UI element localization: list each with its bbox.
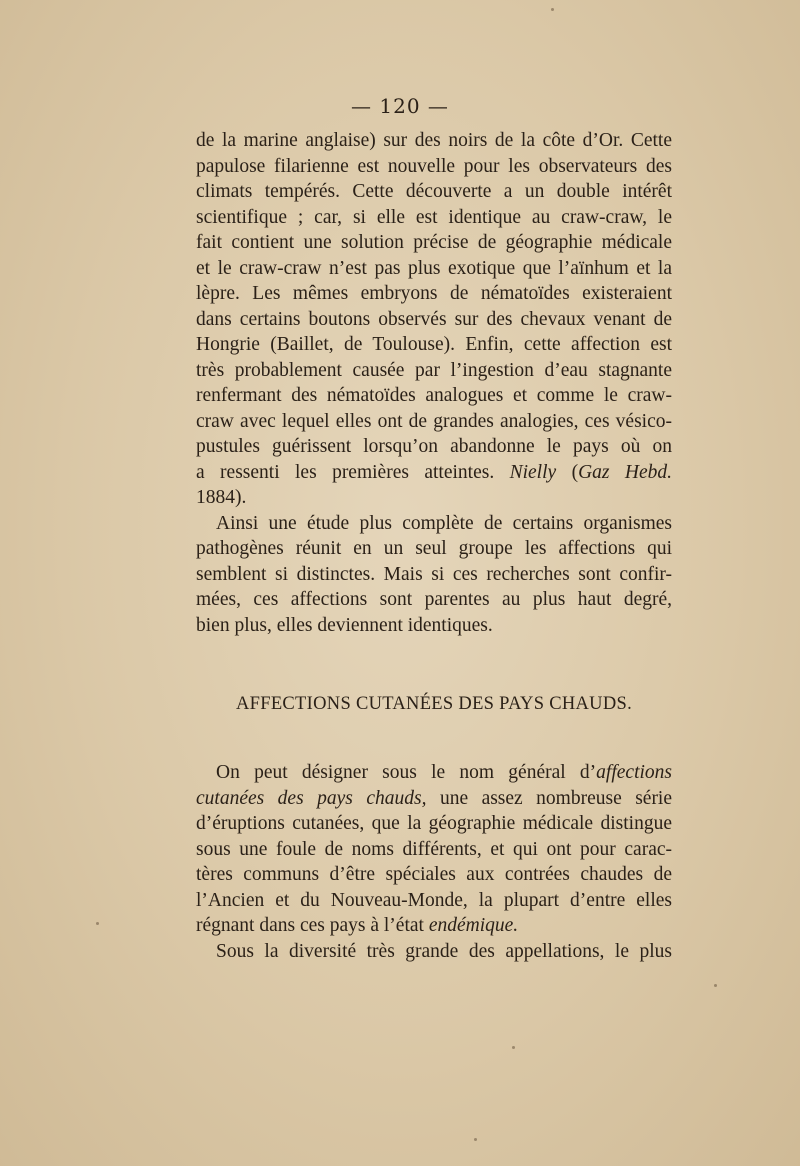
text-line: l’Ancien et du Nouveau-Monde, la plupart d’entre elles: [196, 889, 672, 911]
text-run: régnant dans ces pays à l’état: [196, 915, 429, 936]
paper-speck: [714, 984, 717, 987]
text-line: [196, 786, 672, 812]
text-line: Ainsi une étude plus complète de certains organismes: [216, 512, 672, 534]
text-line: scientifique ; car, si elle est identique au craw-craw, le: [196, 206, 672, 228]
text-line: très probablement causée par l’ingestion d’eau stagnante: [196, 359, 672, 381]
italic-term: affections: [596, 762, 672, 783]
text-line: renfermant des nématoïdes analogues et comme le craw-: [196, 385, 672, 406]
paper-speck: [96, 922, 99, 925]
italic-term: endémique.: [428, 915, 519, 936]
text-line: fait contient une solution précise de géographie médicale: [196, 232, 672, 253]
text-line: Hongrie (Baillet, de Toulouse). Enfin, cette affection est: [196, 334, 672, 355]
paper-speck: [512, 1046, 515, 1049]
text-line: papulose filarienne est nouvelle pour les observateurs des: [196, 155, 672, 177]
italic-term: cutanées des pays chauds,: [196, 787, 427, 809]
body-text-top: [196, 128, 672, 638]
text-line: climats tempérés. Cette découverte a un double intérêt: [196, 181, 672, 202]
text-line: sous une foule de noms différents, et qui ont pour carac-: [196, 838, 672, 860]
paper-speck: [551, 8, 554, 11]
text-line: bien plus, elles deviennent identiques.: [196, 614, 493, 636]
text-line: d’éruptions cutanées, que la géographie médicale distingue: [196, 813, 672, 834]
text-line: [196, 913, 672, 939]
page-number: — 120 —: [351, 94, 449, 118]
text-line: et le craw-craw n’est pas plus exotique que l’aïnhum et la: [196, 257, 672, 279]
text-run: (: [556, 461, 579, 483]
text-line: pustules guérissent lorsqu’on abandonne le pays où on: [196, 436, 672, 457]
section-heading: AFFECTIONS CUTANÉES DES PAYS CHAUDS.: [235, 694, 633, 714]
text-line: lèpre. Les mêmes embryons de nématoïdes existeraient: [196, 283, 672, 304]
text-line: tères communs d’être spéciales aux contrées chaudes de: [196, 864, 672, 885]
body-text-bottom: [196, 760, 672, 964]
text-line: semblent si distinctes. Mais si ces recherches sont confir-: [196, 563, 672, 585]
text-run: On peut désigner sous le nom général d’: [216, 762, 597, 783]
text-run: a ressenti les premières atteintes.: [196, 461, 510, 483]
text-line: [196, 760, 672, 786]
paper-speck: [474, 1138, 477, 1141]
text-line: pathogènes réunit en un seul groupe les affections qui: [196, 538, 672, 559]
text-run: une assez nombreuse série: [426, 787, 673, 809]
text-line-citation: [196, 460, 672, 486]
text-line: 1884).: [196, 487, 247, 508]
text-line: mées, ces affections sont parentes au plus haut degré,: [196, 589, 672, 610]
text-line: craw avec lequel elles ont de grandes analogies, ces vésico-: [196, 410, 672, 432]
text-line: de la marine anglaise) sur des noirs de la côte d’Or. Cette: [196, 130, 672, 151]
citation-journal: Gaz Hebd.: [578, 461, 672, 483]
citation-author: Nielly: [509, 461, 557, 483]
text-line: dans certains boutons observés sur des chevaux venant de: [196, 308, 672, 330]
text-line: Sous la diversité très grande des appellations, le plus: [216, 940, 672, 962]
